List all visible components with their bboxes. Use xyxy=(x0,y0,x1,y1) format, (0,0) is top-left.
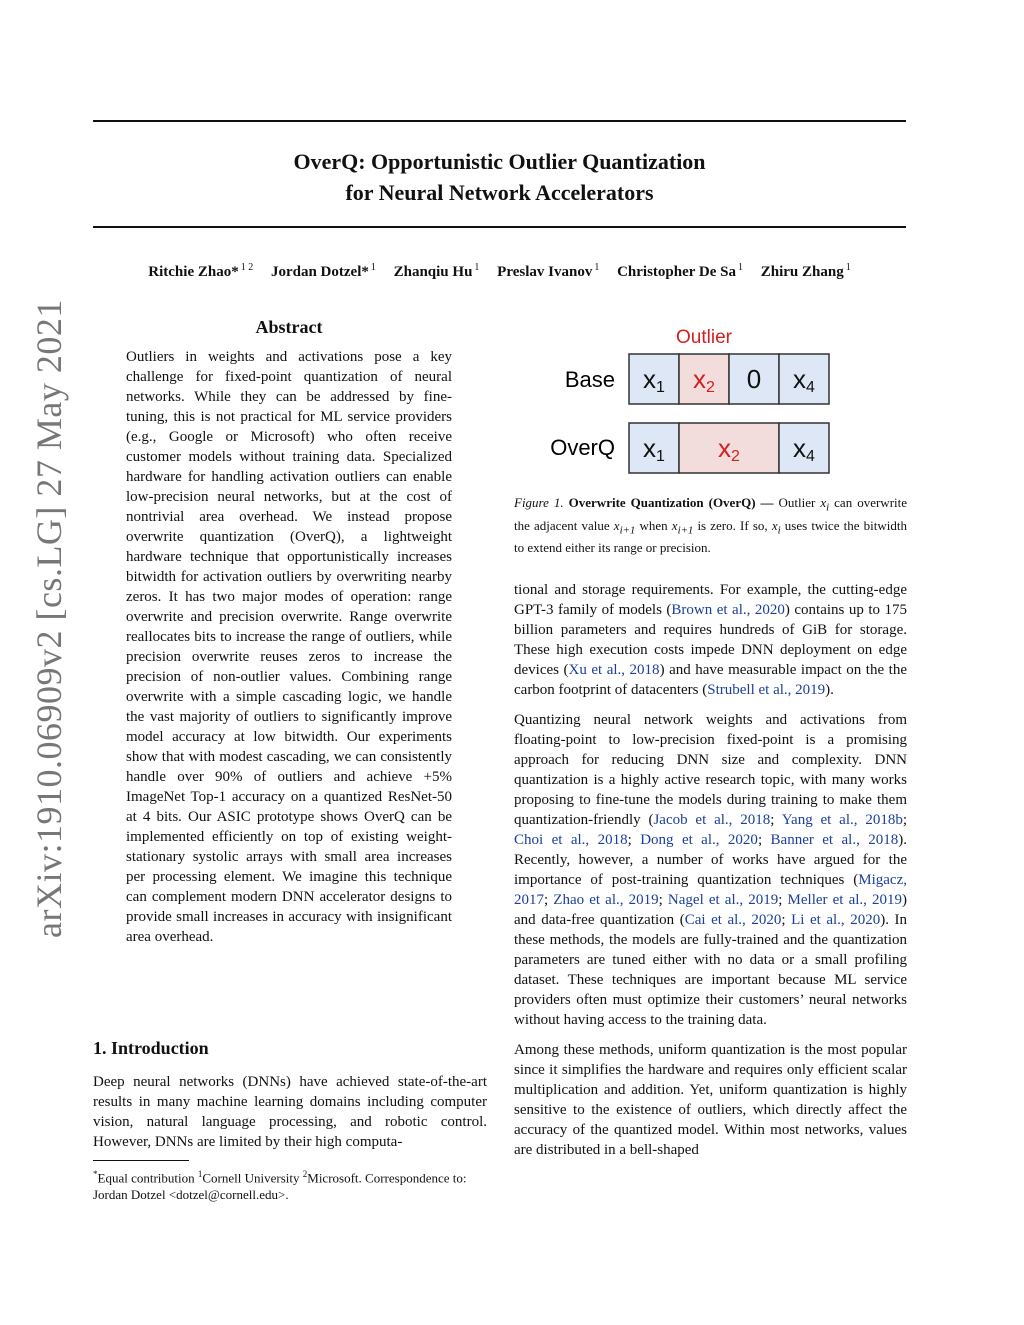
citation-link[interactable]: Choi et al., 2018 xyxy=(514,832,628,848)
figure-svg xyxy=(530,322,860,482)
base-cell-value: 0 xyxy=(746,364,762,394)
citation-link[interactable]: Jacob et al., 2018 xyxy=(653,812,771,828)
overq-row-label: OverQ xyxy=(550,435,615,460)
paper-title-line1: OverQ: Opportunistic Outlier Quantization xyxy=(293,149,706,174)
citation-link[interactable]: Yang et al., 2018b xyxy=(781,812,903,828)
author: Ritchie Zhao* $^{1 2}$ xyxy=(148,262,254,280)
author: Christopher De Sa $^1$ xyxy=(617,262,743,280)
outlier-label: Outlier xyxy=(676,327,732,348)
figure-overq-diagram xyxy=(530,322,860,482)
citation-link[interactable]: Dong et al., 2020 xyxy=(640,832,758,848)
overq-cell-value: x4 xyxy=(793,433,815,465)
base-cell-value: x4 xyxy=(793,364,815,396)
citation-link[interactable]: Nagel et al., 2019 xyxy=(667,892,779,908)
citation-link[interactable]: Xu et al., 2018 xyxy=(568,662,660,678)
author: Zhiru Zhang $^1$ xyxy=(760,262,851,280)
title-top-rule xyxy=(93,120,906,122)
footnote-rule xyxy=(93,1160,189,1161)
author: Jordan Dotzel* $^1$ xyxy=(270,262,376,280)
figure-caption: Figure 1. Overwrite Quantization (OverQ) — Outlier $x_i$ can overwrite the adjacent value $x_{i+1}$ when $x_{i+1}$ is zero. If so, $x_i$ uses twice the bitwidth to extend either its range or precision. xyxy=(514,495,908,556)
intro-right-column xyxy=(514,580,907,1170)
intro-left-text: Deep neural networks (DNNs) have achieved state-of-the-art results in many machine learning domains including computer vision, natural language processing, and robotic control. However, DNNs are limited by their high computa- xyxy=(93,1074,487,1150)
intro-paragraph: Quantizing neural network weights and activations from floating-point to low-precision fixed-point is a promising approach for reducing DNN size and complexity. DNN quantization is a highly active research topic, with many works proposing to fine-tune the models during training to make them quantization-friendly (Jacob et al., 2018; Yang et al., 2018b; Choi et al., 2018; Dong et al., 2020; Banner et al., 2018). Recently, however, a number of works have argued for the importance of post-training quantization techniques (Migacz, 2017; Zhao et al., 2019; Nagel et al., 2019; Meller et al., 2019) and data-free quantization (Cai et al., 2020; Li et al., 2020). In these methods, the models are fully-trained and the quantization parameters are tuned either with no data or a small profiling dataset. These techniques are important because ML service providers often must optimize their customers’ neural networks without having access to the training data. xyxy=(514,712,908,1028)
base-row-label: Base xyxy=(564,367,615,392)
author: Zhanqiu Hu $^1$ xyxy=(393,262,480,280)
title-bottom-rule xyxy=(93,226,906,228)
citation-link[interactable]: Banner et al., 2018 xyxy=(770,832,899,848)
overq-cell-value: x1 xyxy=(643,433,665,465)
intro-heading: 1. Introduction xyxy=(93,1038,209,1058)
citation-link[interactable]: Cai et al., 2020 xyxy=(684,912,782,928)
paper-title xyxy=(93,146,906,208)
paper-title-line2: for Neural Network Accelerators xyxy=(345,180,654,205)
author-list xyxy=(93,262,906,281)
citation-link[interactable]: Migacz, 2017 xyxy=(514,872,907,908)
footnote: *Equal contribution $^1$Cornell University $^2$Microsoft. Correspondence to: Jordan Dotzel <dotzel@cornell.edu>. xyxy=(93,1169,467,1203)
citation-link[interactable]: Brown et al., 2020 xyxy=(671,602,785,618)
arxiv-stamp: arXiv:1910.06909v2 [cs.LG] 27 May 2021 xyxy=(29,299,69,938)
intro-paragraph: Among these methods, uniform quantization is the most popular since it simplifies the hardware and requires only efficient scalar multiplication and addition. Yet, uniform quantization is highly sensitive to the existence of outliers, which directly affect the accuracy of the quantized model. Within most networks, values are distributed in a bell-shaped xyxy=(514,1042,907,1158)
base-cell-value: x1 xyxy=(643,364,665,396)
intro-paragraph: tional and storage requirements. For example, the cutting-edge GPT-3 family of models (Brown et al., 2020) contains up to 175 billion parameters and requires hundreds of GiB for storage. These high execution costs impede DNN deployment on edge devices (Xu et al., 2018) and have measurable impact on the the carbon footprint of datacenters (Strubell et al., 2019). xyxy=(514,582,907,698)
author: Preslav Ivanov $^1$ xyxy=(497,262,600,280)
overq-row xyxy=(629,423,829,473)
citation-link[interactable]: Li et al., 2020 xyxy=(791,912,881,928)
citation-link[interactable]: Meller et al., 2019 xyxy=(787,892,903,908)
abstract-text: Outliers in weights and activations pose a key challenge for fixed-point quantization of neural networks. While they can be addressed by fine-tuning, this is not practical for ML service providers (e.g., Google or Microsoft) who often receive customer models without training data. Specialized hardware for handling activation outliers can enable low-precision neural networks, but at the cost of nontrivial area overhead. We instead propose overwrite quantization (OverQ), a lightweight hardware technique that opportunistically increases bitwidth for activation outliers by overwriting nearby zeros. It has two major modes of operation: range overwrite and precision overwrite. Range overwrite reallocates bits to increase the range of outliers, while precision overwrite reuses zeros to increase the precision of non-outlier values. Combining range overwrite with a simple cascading logic, we handle the vast majority of outliers to significantly improve model accuracy at low bitwidth. Our experiments show that with modest cascading, we can consistently handle over 90% of outliers and achieve +5% ImageNet Top-1 accuracy on a quantized ResNet-50 at 4 bits. Our ASIC prototype shows OverQ can be implemented efficiently on top of existing weight-stationary systolic arrays with small area increases per processing element. We imagine this technique can complement modern DNN accelerator designs to provide small increases in accuracy with insignificant area overhead. xyxy=(126,349,452,945)
citation-link[interactable]: Zhao et al., 2019 xyxy=(553,892,659,908)
citation-link[interactable]: Strubell et al., 2019 xyxy=(707,682,826,698)
overq-cell-value-outlier: x2 xyxy=(718,433,740,465)
base-row xyxy=(629,354,829,404)
base-cell-value-outlier: x2 xyxy=(693,364,715,396)
abstract-heading: Abstract xyxy=(255,317,323,337)
